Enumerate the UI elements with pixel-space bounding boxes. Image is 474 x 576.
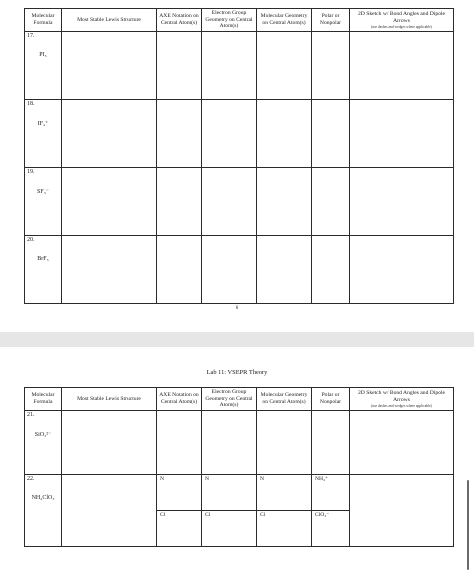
sketch-cell[interactable] xyxy=(350,168,454,236)
egg-cell-cation[interactable] xyxy=(202,475,257,511)
scrollbar[interactable] xyxy=(467,480,469,570)
header-formula: Molecular Formula xyxy=(25,388,62,411)
formula-cell xyxy=(25,100,62,168)
header-egg: Electron Group Geometry on Central Atom(s) xyxy=(202,388,257,411)
row-number: 21. xyxy=(27,412,35,419)
polar-cell-cation[interactable] xyxy=(312,475,350,511)
header-formula: Molecular Formula xyxy=(25,9,62,32)
sketch-cell[interactable] xyxy=(350,32,454,100)
lewis-cell[interactable] xyxy=(62,100,157,168)
row-number: 17. xyxy=(27,33,35,40)
molecular-formula: NH₄ClO₃ xyxy=(31,495,55,502)
polar-cell[interactable] xyxy=(312,32,350,100)
mg-cell[interactable] xyxy=(257,168,312,236)
header-sketch-title: 2D Sketch w/ Bond Angles and Dipole Arrows xyxy=(357,390,445,403)
mg-cell[interactable] xyxy=(257,100,312,168)
central-atom-label: N xyxy=(160,476,165,483)
header-axe: AXE Notation on Central Atom(s) xyxy=(157,388,202,411)
egg-cell-anion[interactable] xyxy=(202,511,257,547)
table-row xyxy=(25,236,454,304)
sketch-cell[interactable] xyxy=(350,236,454,304)
molecular-formula: SiO₃²⁻ xyxy=(34,432,52,439)
header-lewis: Most Stable Lewis Structure xyxy=(62,388,157,411)
table-row xyxy=(25,475,454,511)
mg-cell[interactable] xyxy=(257,236,312,304)
row-number: 18. xyxy=(27,101,35,108)
molecular-formula: IF₄⁺ xyxy=(37,121,49,128)
table-row xyxy=(25,411,454,475)
lewis-cell[interactable] xyxy=(62,475,157,547)
axe-cell[interactable] xyxy=(157,100,202,168)
ion-label: NH₄⁺ xyxy=(315,476,328,483)
header-sketch-hint: (use dashes and wedges where applicable) xyxy=(371,403,432,408)
polar-cell[interactable] xyxy=(312,411,350,475)
table-row xyxy=(25,32,454,100)
axe-cell-anion[interactable] xyxy=(157,511,202,547)
table-row xyxy=(25,100,454,168)
polar-cell[interactable] xyxy=(312,100,350,168)
header-sketch xyxy=(350,388,454,411)
central-atom-label: Cl xyxy=(205,512,211,519)
vsepr-table-page-7 xyxy=(24,387,454,547)
central-atom-label: N xyxy=(260,476,265,483)
header-polar: Polar or Nonpolar xyxy=(312,388,350,411)
molecular-formula: SF₃⁻ xyxy=(37,189,49,196)
lewis-cell[interactable] xyxy=(62,32,157,100)
egg-cell[interactable] xyxy=(202,32,257,100)
mg-cell[interactable] xyxy=(257,32,312,100)
lewis-cell[interactable] xyxy=(62,236,157,304)
egg-cell[interactable] xyxy=(202,236,257,304)
sketch-cell[interactable] xyxy=(350,475,454,547)
page-separator xyxy=(0,332,474,347)
header-sketch-title: 2D Sketch w/ Bond Angles and Dipole Arrows xyxy=(357,11,445,24)
mg-cell-anion[interactable] xyxy=(257,511,312,547)
molecular-formula: PI₅ xyxy=(39,52,47,59)
axe-cell[interactable] xyxy=(157,168,202,236)
mg-cell-cation[interactable] xyxy=(257,475,312,511)
egg-cell[interactable] xyxy=(202,168,257,236)
polar-cell-anion[interactable] xyxy=(312,511,350,547)
formula-cell xyxy=(25,475,62,547)
formula-cell xyxy=(25,168,62,236)
central-atom-label: Cl xyxy=(160,512,166,519)
lewis-cell[interactable] xyxy=(62,411,157,475)
header-polar: Polar or Nonpolar xyxy=(312,9,350,32)
sketch-cell[interactable] xyxy=(350,411,454,475)
row-number: 22. xyxy=(27,476,35,483)
header-row xyxy=(25,388,454,411)
row-number: 20. xyxy=(27,237,35,244)
header-mg: Molecular Geometry on Central Atom(s) xyxy=(257,9,312,32)
axe-cell[interactable] xyxy=(157,32,202,100)
central-atom-label: Cl xyxy=(260,512,266,519)
header-axe: AXE Notation on Central Atom(s) xyxy=(157,9,202,32)
central-atom-label: N xyxy=(205,476,210,483)
page-number: 6 xyxy=(235,306,239,311)
mg-cell[interactable] xyxy=(257,411,312,475)
egg-cell[interactable] xyxy=(202,100,257,168)
ion-label: ClO₃⁻ xyxy=(315,512,330,519)
header-row xyxy=(25,9,454,32)
molecular-formula: BrF₅ xyxy=(37,256,49,263)
formula-cell xyxy=(25,32,62,100)
row-number: 19. xyxy=(27,169,35,176)
axe-cell-cation[interactable] xyxy=(157,475,202,511)
formula-cell xyxy=(25,236,62,304)
egg-cell[interactable] xyxy=(202,411,257,475)
axe-cell[interactable] xyxy=(157,411,202,475)
lab-title: Lab 11: VSEPR Theory xyxy=(206,369,268,376)
formula-cell xyxy=(25,411,62,475)
vsepr-table-page-6 xyxy=(24,8,454,304)
header-egg: Electron Group Geometry on Central Atom(s) xyxy=(202,9,257,32)
polar-cell[interactable] xyxy=(312,168,350,236)
header-mg: Molecular Geometry on Central Atom(s) xyxy=(257,388,312,411)
worksheet-page-7 xyxy=(0,347,474,576)
table-row xyxy=(25,168,454,236)
polar-cell[interactable] xyxy=(312,236,350,304)
header-sketch xyxy=(350,9,454,32)
lewis-cell[interactable] xyxy=(62,168,157,236)
header-lewis: Most Stable Lewis Structure xyxy=(62,9,157,32)
sketch-cell[interactable] xyxy=(350,100,454,168)
axe-cell[interactable] xyxy=(157,236,202,304)
header-sketch-hint: (use dashes and wedges where applicable) xyxy=(371,24,432,29)
